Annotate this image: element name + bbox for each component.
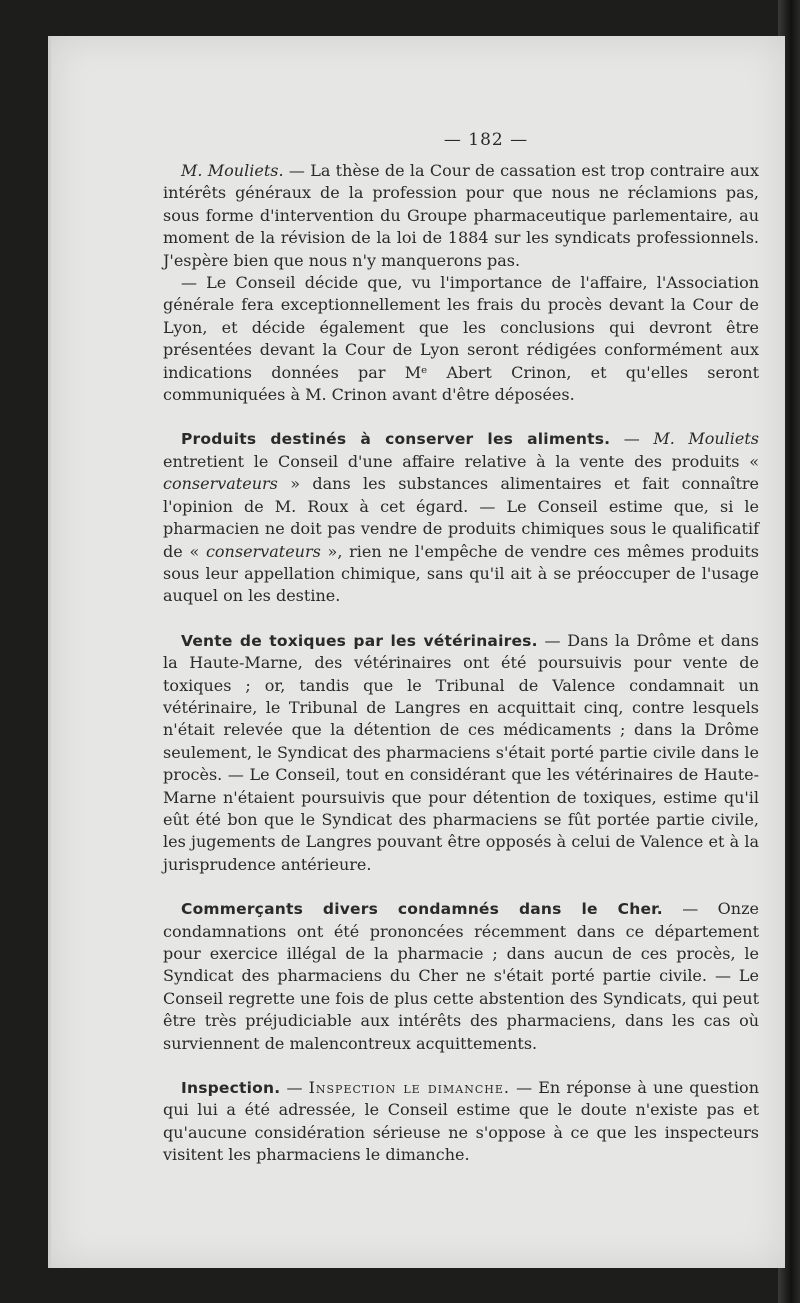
- page-text-block: [163, 130, 759, 1167]
- heading-dash: —: [610, 429, 654, 449]
- section-heading: Vente de toxiques par les vétérinaires.: [181, 631, 538, 650]
- paragraph-text: — En réponse à une question qui lui a été adressée, le Conseil estime que le doute n'existe pas et qu'aucune considération sérieuse ne s'oppose à ce que les inspecteurs visitent les pharmaciens le dimanche.: [163, 1078, 759, 1165]
- speaker-name: M. Mouliets.: [181, 161, 284, 180]
- quoted-term: conservateurs: [205, 541, 321, 561]
- speaker-name: M. Mouliets: [653, 429, 759, 449]
- section-commercants-cher: [163, 898, 759, 1055]
- heading-dash: —: [280, 1078, 309, 1098]
- page-number: — 182 —: [443, 130, 529, 150]
- paragraph-text: — Onze condamnations ont été prononcées récemment dans ce département pour exercice illégal de la pharmacie ; dans aucun de ces procès, le Syndicat des pharmaciens du Cher ne s'était porté partie civile. — Le Conseil regrette une fois de plus cette abstention des Syndicats, qui peut être très préjudiciable aux intérêts des pharmaciens, dans les cas où surviennent de malencontreux acquittements.: [163, 899, 759, 1053]
- paragraph-mouliets-statement: [163, 160, 759, 272]
- section-inspection: [163, 1077, 759, 1167]
- paragraph-text: », rien ne l'empêche de vendre ces mêmes produits sous leur appellation chimique, sans qu'il ait à se préoccuper de l'usage auquel on les destine.: [163, 541, 759, 606]
- book-page: [48, 36, 785, 1268]
- section-subheading: Inspection le dimanche.: [308, 1078, 510, 1098]
- paragraph-text: — La thèse de la Cour de cassation est trop contraire aux intérêts généraux de la profession pour que nous ne réclamions pas, sous forme d'intervention du Groupe pharmaceutique parlementaire, au moment de la révision de la loi de 1884 sur les syndicats professionnels. J'espère bien que nous n'y manquerons pas.: [163, 161, 759, 270]
- paragraph-text: » dans les substances alimentaires et fait connaître l'opinion de M. Roux à cet égard. — Le Conseil estime que, si le pharmacien ne doit pas vendre de produits chimiques sous le qualificatif de «: [163, 474, 759, 561]
- section-toxiques-veterinaires: [163, 630, 759, 876]
- section-heading: Inspection.: [181, 1079, 281, 1098]
- section-heading: Produits destinés à conserver les aliments.: [181, 430, 611, 449]
- quoted-term: conservateurs: [163, 474, 278, 494]
- section-heading: Commerçants divers condamnés dans le Cher.: [181, 900, 663, 919]
- paragraph-council-decision: [163, 272, 759, 406]
- section-produits-conservateurs: [163, 428, 759, 607]
- paragraph-text: — Dans la Drôme et dans la Haute-Marne, des vétérinaires ont été poursuivis pour vente de toxiques ; or, tandis que le Tribunal de Valence condamnait un vétérinaire, le Tribunal de Langres en acquittait cinq, contre lesquels n'était relevée que la détention de ces médicaments ; dans la Drôme seulement, le Syndicat des pharmaciens s'était porté partie civile dans le procès. — Le Conseil, tout en considérant que les vétérinaires de Haute-Marne n'étaient poursuivis que pour détention de toxiques, estime qu'il eût été bon que le Syndicat des pharmaciens se fût portée partie civile, les jugements de Langres pouvant être opposés à celui de Valence et à la jurisprudence antérieure.: [163, 630, 759, 874]
- paragraph-text: — Le Conseil décide que, vu l'importance de l'affaire, l'Association générale fera exceptionnellement les frais du procès devant la Cour de Lyon, et décide également que les conclusions qui devront être présentées devant la Cour de Lyon seront rédigées conformément aux indications données par Mᵉ Abert Crinon, et qu'elles seront communiquées à M. Crinon avant d'être déposées.: [163, 273, 759, 405]
- paragraph-text: entretient le Conseil d'une affaire relative à la vente des produits «: [163, 451, 759, 471]
